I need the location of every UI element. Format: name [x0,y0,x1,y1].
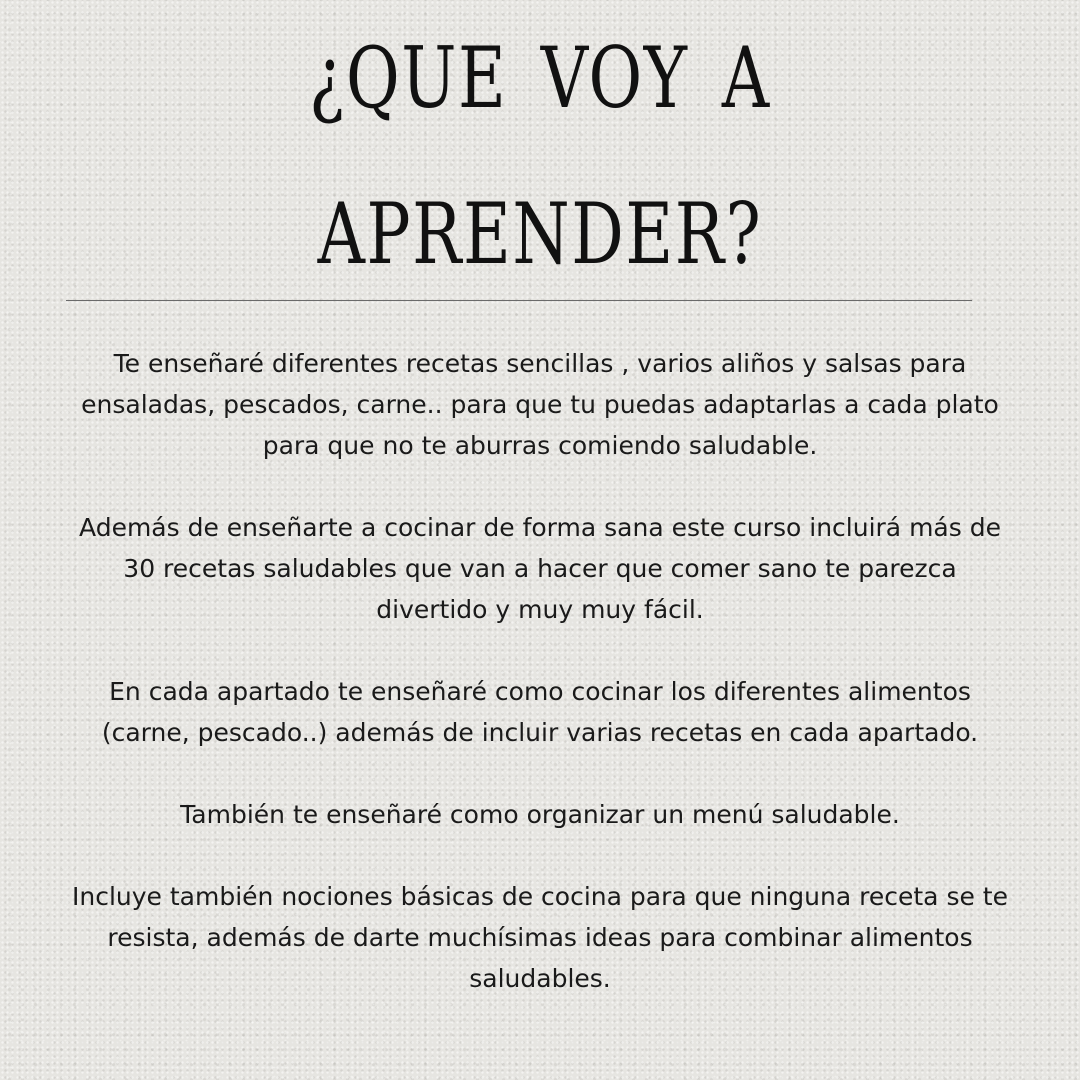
page-title-line-2: APRENDER? [317,185,763,283]
body-text [0,343,1080,1040]
divider [66,300,972,301]
page-title-line-1: ¿QUE VOY A [309,29,771,127]
paragraph-basics: Incluye también nociones básicas de cocina para que ninguna receta se te resista, además de darte muchísimas ideas para combinar alimentos saludables. [72,882,1008,993]
paragraph-sections: En cada apartado te enseñaré como cocinar los diferentes alimentos (carne, pescado..) además de incluir varias recetas en cada apartado. [101,677,979,747]
paragraph-recipes: Te enseñaré diferentes recetas sencillas , varios aliños y salsas para ensaladas, pescados, carne.. para que tu puedas adaptarlas a cada plato para que no te aburras comiendo saludable. [81,349,999,460]
paragraph-course: Además de enseñarte a cocinar de forma sana este curso incluirá más de 30 recetas saludables que van a hacer que comer sano te parezca divertido y muy muy fácil. [79,513,1001,624]
paragraph-menu: También te enseñaré como organizar un menú saludable. [180,800,900,829]
